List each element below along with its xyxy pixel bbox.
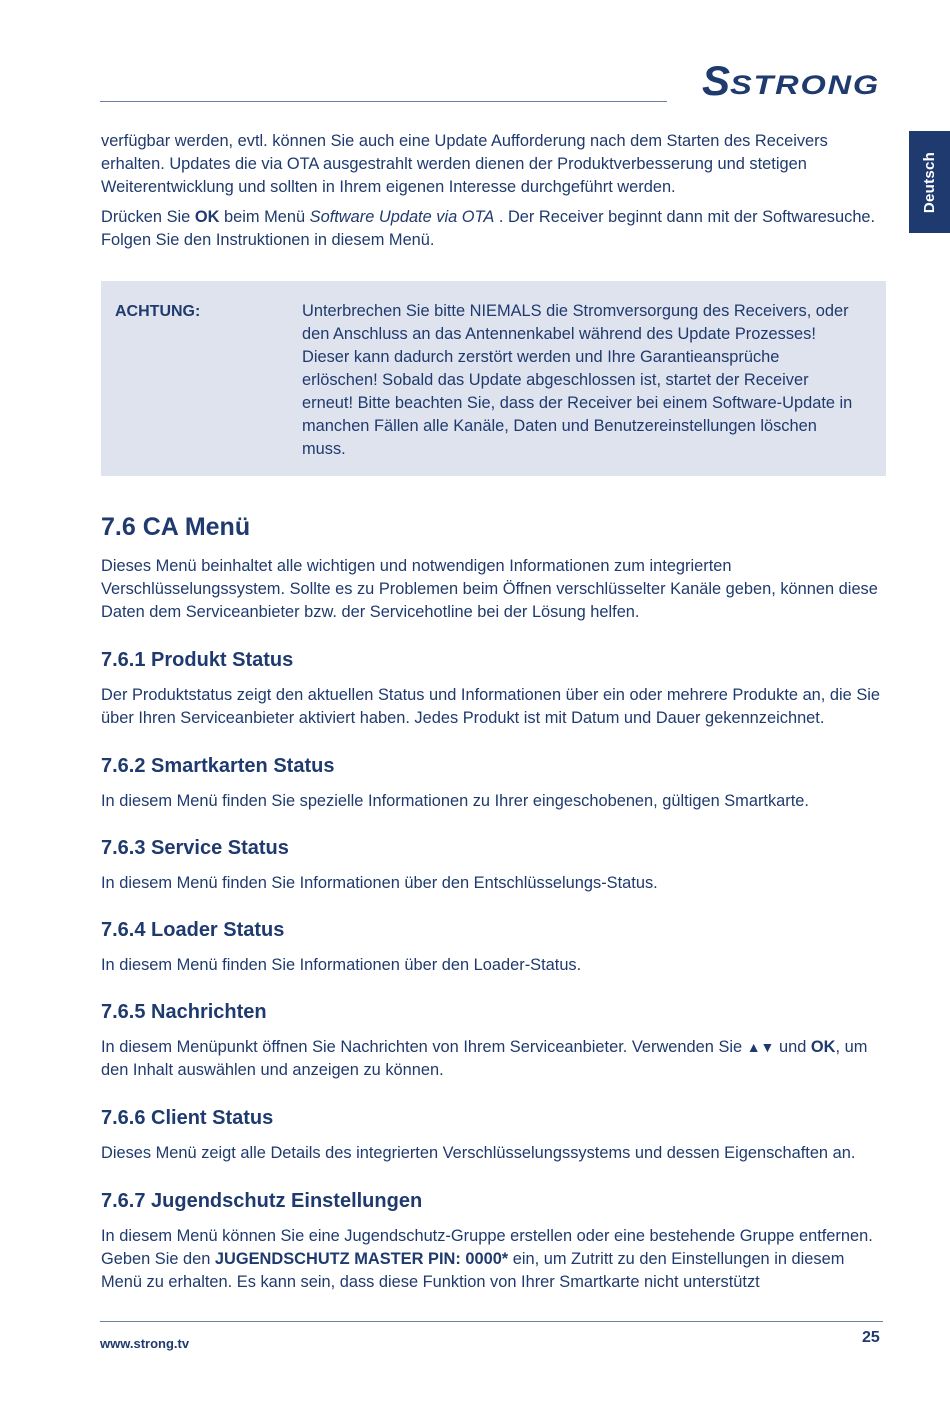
- section-title: 7.6.6 Client Status: [101, 1107, 274, 1129]
- intro-paragraph: verfügbar werden, evtl. können Sie auch eine Update Aufforderung nach dem Starten des Receivers erhalten. Updates die via OTA ausgestrahlt werden dienen der Produktverbesserung und stetigen Weiterentwicklung und sollten in Ihrem eigenen Interesse durchgeführt werden.: [101, 132, 828, 196]
- section-smartkarten-status: [101, 752, 886, 813]
- section-title: 7.6.5 Nachrichten: [101, 1001, 267, 1023]
- section-text: Dieses Menü zeigt alle Details des integrierten Verschlüsselungssystems und dessen Eigenschaften an.: [101, 1144, 856, 1162]
- svg-text:S: S: [702, 62, 731, 100]
- section-text: Der Produktstatus zeigt den aktuellen Status und Informationen über ein oder mehrere Produkte an, die Sie über Ihren Serviceanbieter aktiviert haben. Jedes Produkt ist mit Datum und Dauer gekennzeichnet.: [101, 686, 881, 727]
- warning-label: ACHTUNG:: [115, 303, 201, 320]
- section-nachrichten: [101, 998, 886, 1082]
- ca-menu-text: Dieses Menü beinhaltet alle wichtigen und notwendigen Informationen zum integrierten Verschlüsselungssystem. Sollte es zu Problemen beim Öffnen verschlüsselter Kanäle geben, können diese Daten dem Serviceanbieter bzw. der Servicehotline bei der Lösung helfen.: [101, 557, 878, 621]
- language-tab: [909, 131, 950, 233]
- footer-divider: [100, 1321, 883, 1322]
- section-title: 7.6.3 Service Status: [101, 837, 289, 859]
- section-service-status: [101, 834, 886, 895]
- section-text: In diesem Menü können Sie eine Jugendschutz-Gruppe erstellen oder eine bestehende Gruppe entfernen. Geben Sie den JUGENDSCHUTZ MASTER PIN: 0000* ein, um Zutritt zu den Einstellungen in diesem Menü zu erhalten. Es kann sein, dass diese Funktion von Ihrer Smartkarte nicht unterstützt: [101, 1227, 873, 1291]
- section-produkt-status: [101, 646, 886, 730]
- section-title: 7.6.1 Produkt Status: [101, 649, 294, 671]
- section-title-ca-menu: 7.6 CA Menü: [101, 513, 251, 541]
- footer-url: www.strong.tv: [100, 1336, 190, 1351]
- up-down-arrows-icon: ▲▼: [746, 1039, 775, 1055]
- section-title: 7.6.4 Loader Status: [101, 919, 285, 941]
- section-title: 7.6.7 Jugendschutz Einstellungen: [101, 1190, 423, 1212]
- page-content: [101, 130, 886, 1294]
- section-text: In diesem Menü finden Sie Informationen über den Loader-Status.: [101, 956, 582, 974]
- header-divider: [100, 101, 667, 102]
- strong-logo: [700, 62, 885, 100]
- menu-name: Software Update via OTA: [309, 208, 495, 226]
- section-text: In diesem Menü finden Sie spezielle Informationen zu Ihrer eingeschobenen, gültigen Smartkarte.: [101, 792, 809, 810]
- language-tab-label: Deutsch: [921, 151, 938, 213]
- section-jugendschutz: [101, 1187, 886, 1294]
- ok-key: OK: [810, 1038, 836, 1056]
- section-title: 7.6.2 Smartkarten Status: [101, 755, 335, 777]
- warning-box: [101, 281, 886, 476]
- page-number: 25: [862, 1329, 880, 1346]
- intro-instruction: Drücken Sie OK beim Menü Software Update via OTA . Der Receiver beginnt dann mit der Softwaresuche. Folgen Sie den Instruktionen in diesem Menü.: [101, 208, 876, 249]
- master-pin: JUGENDSCHUTZ MASTER PIN: 0000*: [214, 1250, 509, 1268]
- brand-wordmark: STRONG: [730, 70, 880, 100]
- section-text: In diesem Menü finden Sie Informationen über den Entschlüsselungs-Status.: [101, 874, 658, 892]
- section-client-status: [101, 1104, 886, 1165]
- section-loader-status: [101, 916, 886, 977]
- section-text: In diesem Menüpunkt öffnen Sie Nachrichten von Ihrem Serviceanbieter. Verwenden Sie ▲▼ und OK, um den Inhalt auswählen und anzeigen zu können.: [101, 1038, 868, 1079]
- warning-text: Unterbrechen Sie bitte NIEMALS die Stromversorgung des Receivers, oder den Anschluss an das Antennenkabel während des Update Prozesses! Dieser kann dadurch zerstört werden und Ihre Garantieansprüche erlöschen! Sobald das Update abgeschlossen ist, startet der Receiver erneut! Bitte beachten Sie, dass der Receiver bei einem Software-Update in manchen Fällen alle Kanäle, Daten und Benutzereinstellungen löschen muss.: [302, 302, 853, 458]
- ok-key: OK: [194, 208, 220, 226]
